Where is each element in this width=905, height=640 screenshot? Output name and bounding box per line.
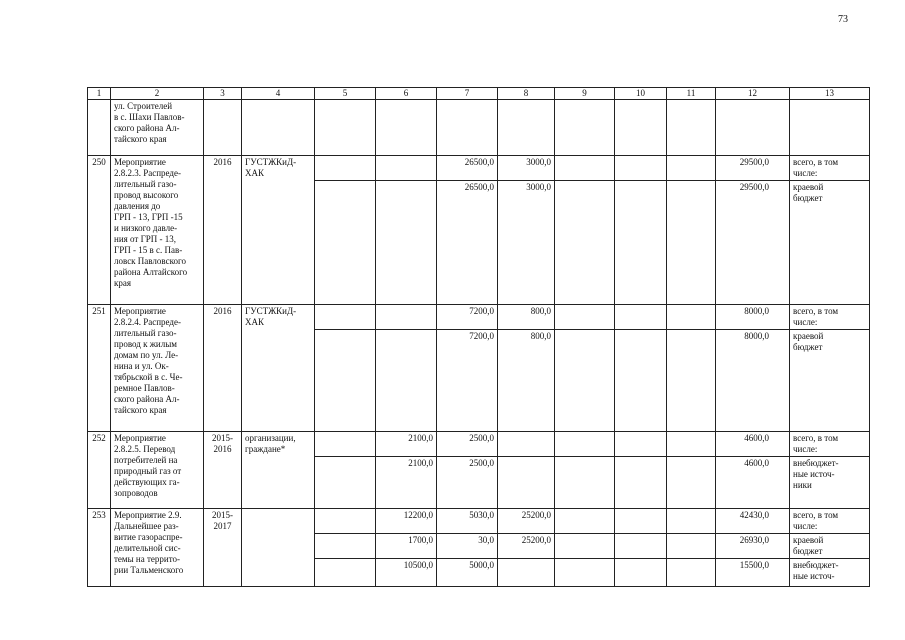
row-number-cell: 253: [88, 509, 111, 587]
value-cell-c6: 1700,0: [376, 534, 437, 559]
value-cell-c9: [555, 559, 615, 587]
cell-line: краевой: [793, 535, 824, 545]
empty-cell: [242, 100, 315, 156]
cell-line: тябрьской в с. Че-: [114, 372, 183, 382]
header-row: [88, 88, 870, 100]
column-number: 1: [88, 88, 111, 100]
cell-line: 2016: [213, 444, 232, 454]
cell-line: всего, в том: [793, 157, 839, 167]
value-cell-c11: [667, 181, 716, 305]
value-cell-c9: [555, 330, 615, 432]
value-cell-c7: 7200,0: [437, 305, 498, 330]
value-cell-c7: 7200,0: [437, 330, 498, 432]
cell-line: в с. Шахи Павлов-: [114, 112, 185, 122]
value-cell-c8: 25200,0: [498, 509, 555, 534]
value-cell-c6: [376, 156, 437, 181]
value-cell-c9: [555, 156, 615, 181]
value-cell-c8: 800,0: [498, 330, 555, 432]
cell-line: нина и ул. Ок-: [114, 361, 169, 371]
value-cell-c7: 30,0: [437, 534, 498, 559]
value-cell-c9: [555, 305, 615, 330]
value-cell-c11: [667, 305, 716, 330]
value-cell-c6: 2100,0: [376, 432, 437, 457]
value-cell-c12: 4600,0: [716, 432, 790, 457]
cell-line: района Алтайского: [114, 267, 188, 277]
column-number: 6: [376, 88, 437, 100]
value-cell-c8: 3000,0: [498, 181, 555, 305]
cell-line: ского района Ал-: [114, 123, 180, 133]
cell-line: 2016: [213, 306, 232, 316]
cell-line: 2015-: [212, 433, 233, 443]
cell-line: ХАК: [245, 168, 265, 178]
description-cell: [111, 305, 204, 432]
cell-line: Мероприятие: [114, 433, 166, 443]
table-row: [88, 432, 870, 457]
cell-line: числе:: [793, 168, 818, 178]
column-number: 5: [315, 88, 376, 100]
value-cell-c8: [498, 457, 555, 509]
value-cell-c8: 3000,0: [498, 156, 555, 181]
value-cell-c8: [498, 432, 555, 457]
empty-cell: [315, 100, 376, 156]
cell-line: Мероприятие: [114, 157, 166, 167]
empty-cell: [790, 100, 870, 156]
cell-line: ГРП - 15 в с. Пав-: [114, 245, 183, 255]
value-cell-c8: 800,0: [498, 305, 555, 330]
cell-line: ГУСТЖКиД-: [245, 306, 297, 316]
value-cell-c5: [315, 457, 376, 509]
cell-line: бюджет: [793, 546, 823, 556]
funding-source-cell: [790, 534, 870, 559]
column-number: 7: [437, 88, 498, 100]
years-cell: [204, 509, 242, 587]
value-cell-c12: 4600,0: [716, 457, 790, 509]
funding-source-cell: [790, 305, 870, 330]
cell-line: провод высокого: [114, 190, 179, 200]
description-cell: [111, 100, 204, 156]
column-number: 10: [615, 88, 667, 100]
years-cell: [204, 305, 242, 432]
value-cell-c12: 8000,0: [716, 305, 790, 330]
cell-line: Дальнейшее раз-: [114, 521, 179, 531]
empty-cell: [498, 100, 555, 156]
value-cell-c12: 8000,0: [716, 330, 790, 432]
cell-line: ХАК: [245, 317, 265, 327]
value-cell-c7: 2500,0: [437, 432, 498, 457]
cell-line: краевой: [793, 331, 824, 341]
cell-line: лительный газо-: [114, 328, 177, 338]
value-cell-c7: 26500,0: [437, 156, 498, 181]
value-cell-c9: [555, 432, 615, 457]
value-cell-c11: [667, 156, 716, 181]
cell-line: края: [114, 278, 132, 288]
value-cell-c5: [315, 156, 376, 181]
cell-line: ния от ГРП - 13,: [114, 234, 177, 244]
cell-line: ского района Ал-: [114, 394, 180, 404]
column-number: 2: [111, 88, 204, 100]
cell-line: давления до: [114, 201, 161, 211]
cell-line: потребителей на: [114, 455, 178, 465]
cell-line: Мероприятие: [114, 306, 166, 316]
cell-line: краевой: [793, 182, 824, 192]
value-cell-c11: [667, 457, 716, 509]
value-cell-c5: [315, 432, 376, 457]
row-number-cell: 252: [88, 432, 111, 509]
value-cell-c7: 26500,0: [437, 181, 498, 305]
value-cell-c9: [555, 534, 615, 559]
column-number: 11: [667, 88, 716, 100]
cell-line: действующих га-: [114, 477, 180, 487]
cell-line: числе:: [793, 317, 818, 327]
value-cell-c7: 5030,0: [437, 509, 498, 534]
value-cell-c10: [615, 330, 667, 432]
value-cell-c10: [615, 534, 667, 559]
column-number: 9: [555, 88, 615, 100]
cell-line: природный газ от: [114, 466, 182, 476]
column-number: 13: [790, 88, 870, 100]
cell-line: внебюджет-: [793, 458, 839, 468]
column-number: 3: [204, 88, 242, 100]
funding-source-cell: [790, 181, 870, 305]
years-cell: [204, 156, 242, 305]
value-cell-c10: [615, 305, 667, 330]
cell-line: всего, в том: [793, 306, 839, 316]
value-cell-c5: [315, 181, 376, 305]
cell-line: витие газораспре-: [114, 532, 183, 542]
executor-cell: [242, 156, 315, 305]
cell-line: домам по ул. Ле-: [114, 350, 179, 360]
funding-source-cell: [790, 559, 870, 587]
value-cell-c12: 42430,0: [716, 509, 790, 534]
table-body: [88, 88, 870, 587]
empty-cell: [615, 100, 667, 156]
cell-line: и низкого давле-: [114, 223, 178, 233]
cell-line: 2017: [213, 521, 232, 531]
value-cell-c6: [376, 181, 437, 305]
value-cell-c5: [315, 534, 376, 559]
cell-line: зопроводов: [114, 488, 158, 498]
value-cell-c5: [315, 330, 376, 432]
cell-line: граждане*: [245, 444, 286, 454]
value-cell-c12: 26930,0: [716, 534, 790, 559]
value-cell-c8: [498, 559, 555, 587]
value-cell-c12: 29500,0: [716, 156, 790, 181]
value-cell-c9: [555, 181, 615, 305]
cell-line: 2015-: [212, 510, 233, 520]
value-cell-c10: [615, 509, 667, 534]
funding-source-cell: [790, 457, 870, 509]
empty-cell: [716, 100, 790, 156]
budget-table: [87, 87, 870, 587]
funding-source-cell: [790, 509, 870, 534]
cell-line: внебюджет-: [793, 560, 839, 570]
description-cell: [111, 432, 204, 509]
value-cell-c6: 10500,0: [376, 559, 437, 587]
empty-cell: [555, 100, 615, 156]
cell-line: бюджет: [793, 342, 823, 352]
executor-cell: [242, 509, 315, 587]
value-cell-c7: 5000,0: [437, 559, 498, 587]
table-row: [88, 305, 870, 330]
column-number: 12: [716, 88, 790, 100]
cell-line: 2016: [213, 157, 232, 167]
column-number: 8: [498, 88, 555, 100]
executor-cell: [242, 432, 315, 509]
empty-cell: [88, 100, 111, 156]
cell-line: темы на террито-: [114, 554, 181, 564]
value-cell-c6: 2100,0: [376, 457, 437, 509]
value-cell-c11: [667, 432, 716, 457]
years-cell: [204, 432, 242, 509]
table-row: [88, 509, 870, 534]
funding-source-cell: [790, 156, 870, 181]
description-cell: [111, 156, 204, 305]
description-cell: [111, 509, 204, 587]
value-cell-c5: [315, 509, 376, 534]
cell-line: ловск Павловского: [114, 256, 186, 266]
cell-line: 2.8.2.4. Распреде-: [114, 317, 182, 327]
value-cell-c10: [615, 156, 667, 181]
value-cell-c5: [315, 559, 376, 587]
empty-cell: [667, 100, 716, 156]
value-cell-c10: [615, 181, 667, 305]
value-cell-c12: 29500,0: [716, 181, 790, 305]
funding-source-cell: [790, 330, 870, 432]
cell-line: 2.8.2.3. Распреде-: [114, 168, 182, 178]
cell-line: 2.8.2.5. Перевод: [114, 444, 176, 454]
cell-line: всего, в том: [793, 510, 839, 520]
value-cell-c7: 2500,0: [437, 457, 498, 509]
cell-line: рии Тальменского: [114, 565, 184, 575]
cell-line: тайского края: [114, 134, 167, 144]
cell-line: числе:: [793, 444, 818, 454]
cell-line: ные источ-: [793, 469, 835, 479]
value-cell-c12: 15500,0: [716, 559, 790, 587]
cell-line: ремное Павлов-: [114, 383, 175, 393]
value-cell-c6: [376, 305, 437, 330]
value-cell-c9: [555, 457, 615, 509]
cell-line: ул. Строителей: [114, 101, 173, 111]
value-cell-c11: [667, 330, 716, 432]
cell-line: Мероприятие 2.9.: [114, 510, 182, 520]
cell-line: лительный газо-: [114, 179, 177, 189]
cell-line: делительной сис-: [114, 543, 181, 553]
value-cell-c8: 25200,0: [498, 534, 555, 559]
empty-cell: [204, 100, 242, 156]
page-number: 73: [838, 14, 848, 25]
value-cell-c6: 12200,0: [376, 509, 437, 534]
cell-line: ные источ-: [793, 571, 835, 581]
value-cell-c10: [615, 559, 667, 587]
value-cell-c5: [315, 305, 376, 330]
value-cell-c10: [615, 432, 667, 457]
cell-line: числе:: [793, 521, 818, 531]
executor-cell: [242, 305, 315, 432]
table-row: [88, 156, 870, 181]
cell-line: ники: [793, 480, 812, 490]
cell-line: провод к жилым: [114, 339, 177, 349]
row-number-cell: 250: [88, 156, 111, 305]
continuation-row: [88, 100, 870, 156]
funding-source-cell: [790, 432, 870, 457]
empty-cell: [437, 100, 498, 156]
cell-line: организации,: [245, 433, 296, 443]
value-cell-c9: [555, 509, 615, 534]
value-cell-c11: [667, 534, 716, 559]
value-cell-c6: [376, 330, 437, 432]
cell-line: бюджет: [793, 193, 823, 203]
value-cell-c11: [667, 509, 716, 534]
value-cell-c10: [615, 457, 667, 509]
cell-line: ГРП - 13, ГРП -15: [114, 212, 183, 222]
row-number-cell: 251: [88, 305, 111, 432]
cell-line: всего, в том: [793, 433, 839, 443]
empty-cell: [376, 100, 437, 156]
column-number: 4: [242, 88, 315, 100]
value-cell-c11: [667, 559, 716, 587]
cell-line: тайского края: [114, 405, 167, 415]
cell-line: ГУСТЖКиД-: [245, 157, 297, 167]
